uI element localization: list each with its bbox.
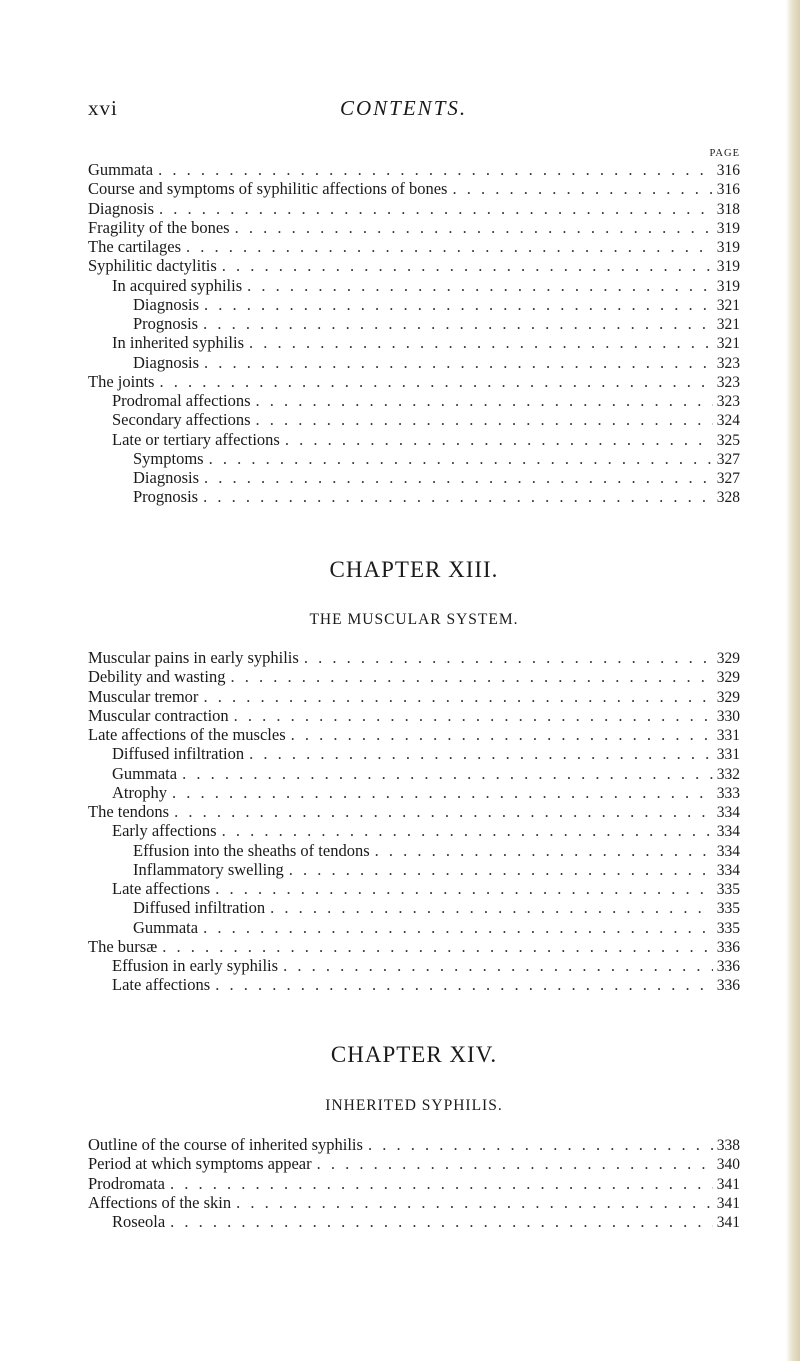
toc-entry-label: Diagnosis [88,198,154,218]
toc-entry-label: Muscular pains in early syphilis [88,648,299,667]
toc-entry [88,1212,740,1231]
dot-leader [244,333,713,352]
toc-entry [88,199,740,218]
toc-entry [88,898,740,917]
toc-entry-label: Late affections [112,879,211,898]
toc-entry-page: 325 [716,431,740,449]
toc-entry [88,430,740,449]
toc-entry-label: Prodromata [88,1173,165,1193]
dot-leader [229,706,713,725]
toc-entry [88,1174,740,1193]
dot-leader [265,898,713,917]
toc-entry-page: 336 [716,958,740,975]
dot-leader [181,237,713,256]
toc-entry-label: In acquired syphilis [112,275,243,295]
toc-entry [88,391,740,410]
toc-entry [88,1135,740,1154]
running-title: CONTENTS. [340,96,468,120]
toc-entry-page: 321 [716,335,740,353]
dot-leader [299,648,713,667]
toc-entry [88,410,740,429]
toc-entry-page: 319 [716,258,740,276]
toc-entry-page: 332 [716,765,740,783]
toc-entry [88,706,740,725]
dot-leader [312,1154,713,1173]
toc-entry-page: 319 [716,239,740,256]
toc-entry-page: 323 [716,373,740,391]
dot-leader [204,449,713,468]
toc-entry-page: 333 [716,784,740,802]
toc-entry-label: Diagnosis [133,352,199,372]
dot-leader [217,256,713,275]
toc-entry [88,783,740,802]
toc-entry-page: 319 [716,219,740,237]
toc-entry-page: 316 [716,181,740,199]
toc-entry [88,353,740,372]
dot-leader [165,1212,713,1231]
toc-entry [88,648,740,667]
toc-entry-page: 335 [716,881,740,898]
dot-leader [370,841,713,860]
toc-entry [88,667,740,686]
dot-leader [210,975,713,994]
toc-entry-label: Diffused infiltration [112,744,245,764]
toc-entry-page: 321 [716,296,740,314]
toc-entry-label: Early affections [112,821,217,841]
dot-leader [217,821,713,840]
toc-entry-label: Diagnosis [133,468,199,487]
toc-entry-label: Diagnosis [133,294,199,314]
toc-entry [88,956,740,975]
toc-entry-page: 323 [716,354,740,372]
dot-leader [363,1135,713,1154]
toc-entry-label: The joints [88,371,155,391]
toc-entry-label: Inflammatory swelling [133,859,284,879]
dot-leader [198,314,713,333]
toc-entry [88,725,740,744]
toc-entry [88,860,740,879]
toc-entry-label: Gummata [88,160,154,179]
toc-entry-label: Fragility of the bones [88,217,230,237]
toc-entry-label: The bursæ [88,936,158,956]
toc-entry-page: 324 [716,412,740,430]
chapter-14-title: CHAPTER XIV. [330,1042,498,1067]
dot-leader [167,783,713,802]
dot-leader [278,956,713,975]
toc-entry-page: 323 [716,393,740,410]
dot-leader [210,879,713,898]
toc-entry-page: 335 [716,900,740,918]
toc-entry [88,449,740,468]
page-folio: xvi [88,96,118,120]
toc-entry-label: Symptoms [133,448,204,468]
dot-leader [447,179,712,198]
toc-entry-label: Late affections of the muscles [88,725,286,744]
toc-entry [88,918,740,937]
toc-entry-label: The cartilages [88,237,181,256]
toc-entry-page: 334 [716,842,740,860]
toc-entry-page: 341 [716,1175,740,1193]
toc-entry [88,372,740,391]
toc-entry [88,802,740,821]
chapter-13-subtitle: THE MUSCULAR SYSTEM. [309,611,519,628]
dot-leader [286,725,713,744]
toc-entry [88,975,740,994]
dot-leader [230,218,713,237]
dot-leader [157,937,713,956]
toc-entry-label: Gummata [133,917,199,937]
toc-entry [88,276,740,295]
toc-entry-page: 341 [716,1214,740,1231]
toc-entry [88,937,740,956]
toc-entry-page: 334 [716,861,740,879]
toc-entry-page: 340 [716,1156,740,1174]
toc-entry [88,764,740,783]
toc-entry-label: Diffused infiltration [133,898,266,918]
toc-entry-label: Prognosis [133,487,199,507]
toc-entry-label: Prognosis [133,314,199,333]
toc-entry-label: Period at which symptoms appear [88,1154,312,1174]
dot-leader [198,918,713,937]
dot-leader [177,764,713,783]
chapter-14-subtitle: INHERITED SYPHILIS. [325,1097,503,1114]
dot-leader [244,744,713,763]
toc-entry [88,179,740,198]
toc-entry-page: 341 [716,1194,740,1212]
dot-leader [154,372,712,391]
toc-entry-page: 327 [716,450,740,468]
toc-entry-page: 331 [716,727,740,744]
toc-entry-page: 331 [716,746,740,764]
dot-leader [198,687,712,706]
toc-entry-label: In inherited syphilis [112,333,244,353]
toc-entry-label: Prodromal affections [112,391,251,410]
toc-entry-label: Syphilitic dactylitis [88,256,217,276]
dot-leader [165,1174,713,1193]
toc-entry-page: 329 [716,650,740,667]
toc-entry-page: 338 [716,1137,740,1154]
toc-entry [88,821,740,840]
toc-entry [88,237,740,256]
toc-entry-label: Muscular tremor [88,686,199,706]
page-edge [786,0,800,1361]
page-column-label: PAGE [709,148,740,159]
dot-leader [199,468,713,487]
toc-entry [88,468,740,487]
toc-entry-page: 330 [716,707,740,725]
toc-entry-page: 319 [716,277,740,295]
toc-entry-page: 336 [716,938,740,956]
toc-entry-label: Outline of the course of inherited syphilis [88,1135,363,1154]
toc-entry [88,218,740,237]
toc-entry [88,295,740,314]
chapter-13-title: CHAPTER XIII. [329,557,499,582]
dot-leader [251,410,713,429]
toc-entry-label: Late affections [112,975,211,995]
toc-entry-page: 321 [716,316,740,333]
toc-entry-label: Secondary affections [112,410,251,430]
toc-entry-label: The tendons [88,802,170,821]
toc-chapter-14 [88,1135,740,1231]
toc-entry-page: 329 [716,688,740,706]
dot-leader [251,391,713,410]
toc-entry [88,333,740,352]
toc-entry-label: Affections of the skin [88,1192,232,1212]
toc-entry-label: Effusion into the sheaths of tendons [133,840,370,860]
toc-entry-page: 335 [716,919,740,937]
toc-entry-label: Roseola [112,1212,166,1231]
toc-entry [88,256,740,275]
dot-leader [280,430,713,449]
dot-leader [169,802,713,821]
dot-leader [242,276,713,295]
toc-entry-page: 334 [716,823,740,841]
toc-entry-page: 336 [716,977,740,995]
toc-entry-page: 327 [716,470,740,487]
toc-section-bones-joints [88,160,740,507]
toc-entry [88,687,740,706]
toc-entry [88,487,740,506]
toc-entry-label: Debility and wasting [88,667,226,687]
toc-entry [88,314,740,333]
toc-entry [88,160,740,179]
dot-leader [153,160,713,179]
dot-leader [225,667,712,686]
toc-entry [88,1154,740,1173]
running-head [88,96,740,126]
dot-leader [231,1193,713,1212]
toc-entry-label: Course and symptoms of syphilitic affections of bones [88,179,448,199]
toc-entry [88,841,740,860]
toc-entry-page: 328 [716,489,740,507]
dot-leader [199,353,713,372]
toc-entry-label: Late or tertiary affections [112,429,280,449]
toc-entry-page: 329 [716,669,740,687]
dot-leader [198,487,713,506]
toc-chapter-13 [88,648,740,995]
toc-entry-label: Gummata [112,763,178,783]
dot-leader [199,295,713,314]
toc-entry-label: Muscular contraction [88,705,229,725]
dot-leader [284,860,713,879]
toc-entry [88,879,740,898]
toc-entry-page: 316 [716,162,740,179]
toc-entry-label: Effusion in early syphilis [112,956,279,975]
toc-entry-page: 318 [716,200,740,218]
toc-entry-page: 334 [716,804,740,821]
toc-entry-label: Atrophy [112,782,167,802]
toc-entry [88,744,740,763]
toc-entry [88,1193,740,1212]
dot-leader [154,199,713,218]
